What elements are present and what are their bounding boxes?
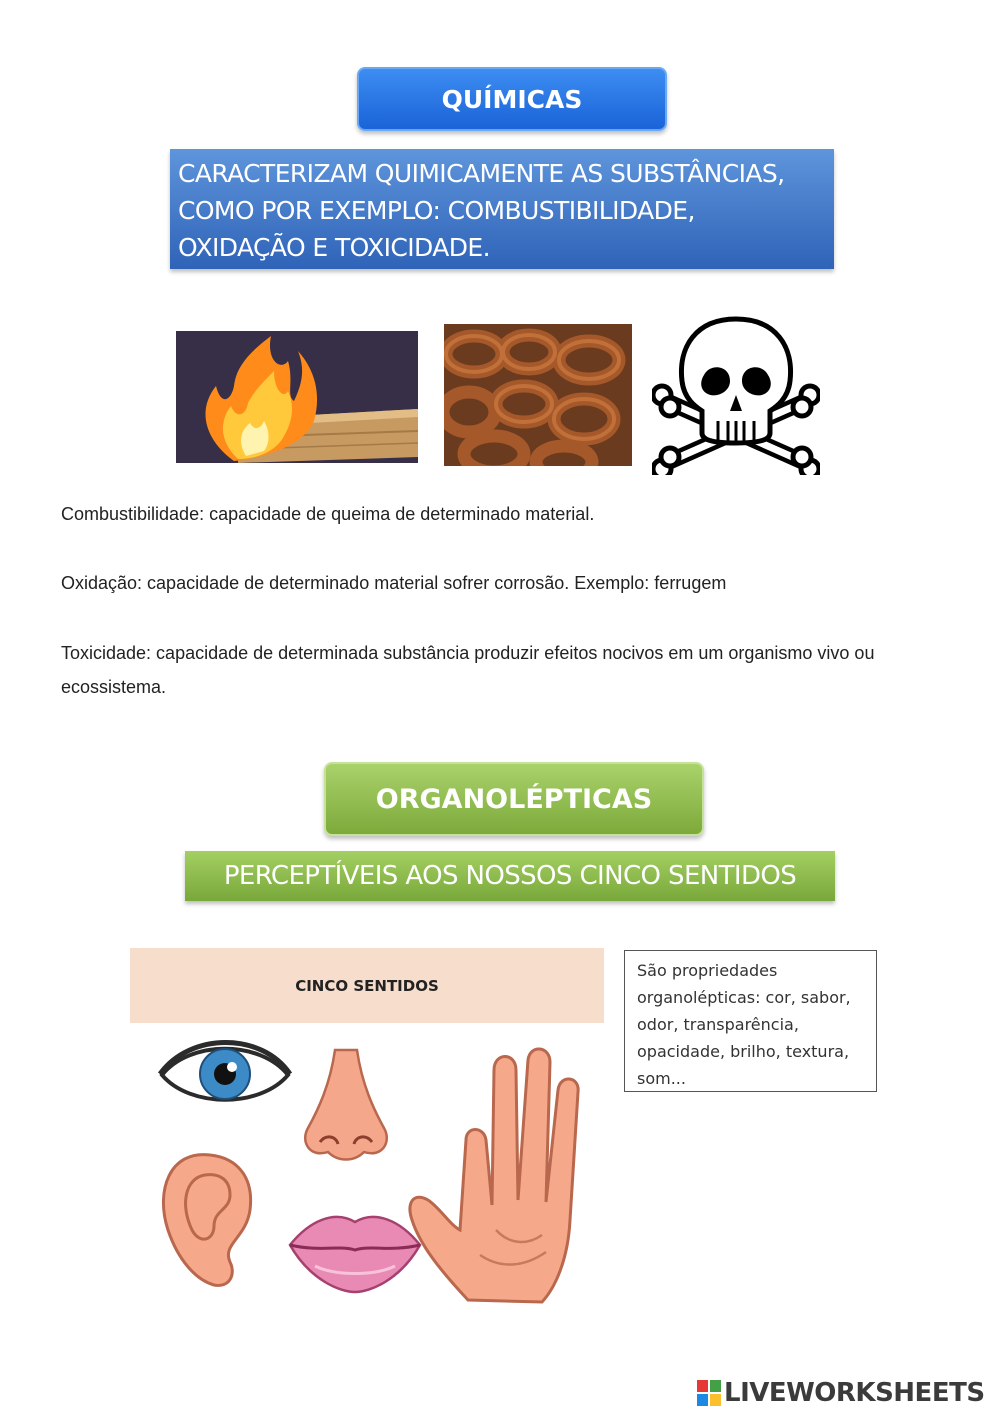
oxidacao-text: Oxidação: capacidade de determinado material sofrer corrosão. Exemplo: ferrugem	[61, 573, 727, 593]
organolepticas-note: São propriedades organolépticas: cor, sabor, odor, transparência, opacidade, brilho, textura, som...	[624, 950, 877, 1092]
lips-icon	[290, 1217, 420, 1292]
liveworksheets-logo-icon	[697, 1380, 721, 1406]
toxicidade-text: Toxicidade: capacidade de determinada substância produzir efeitos nocivos em um organismo vivo ou ecossistema.	[61, 643, 875, 697]
hand-icon	[410, 1049, 578, 1302]
ear-icon	[163, 1155, 250, 1286]
rusted-chain-image	[444, 324, 632, 466]
liveworksheets-logo-text: LIVEWORKSHEETS	[724, 1378, 985, 1408]
burning-wood-image	[176, 331, 418, 463]
cinco-sentidos-header: CINCO SENTIDOS	[130, 948, 604, 1023]
combustibilidade-text: Combustibilidade: capacidade de queima de determinado material.	[61, 504, 595, 524]
skull-crossbones-image	[652, 315, 820, 475]
eye-icon	[160, 1043, 290, 1100]
organolepticas-title: ORGANOLÉPTICAS	[324, 762, 704, 836]
cinco-sentidos-illustration	[150, 1030, 600, 1310]
quimicas-title: QUÍMICAS	[357, 67, 667, 131]
liveworksheets-logo[interactable]	[697, 1376, 993, 1410]
organolepticas-description: PERCEPTÍVEIS AOS NOSSOS CINCO SENTIDOS	[185, 851, 835, 901]
nose-icon	[305, 1050, 387, 1160]
quimicas-description: CARACTERIZAM QUIMICAMENTE AS SUBSTÂNCIAS, COMO POR EXEMPLO: COMBUSTIBILIDADE, OXIDAÇÃO E TOXICIDADE.	[170, 149, 834, 269]
